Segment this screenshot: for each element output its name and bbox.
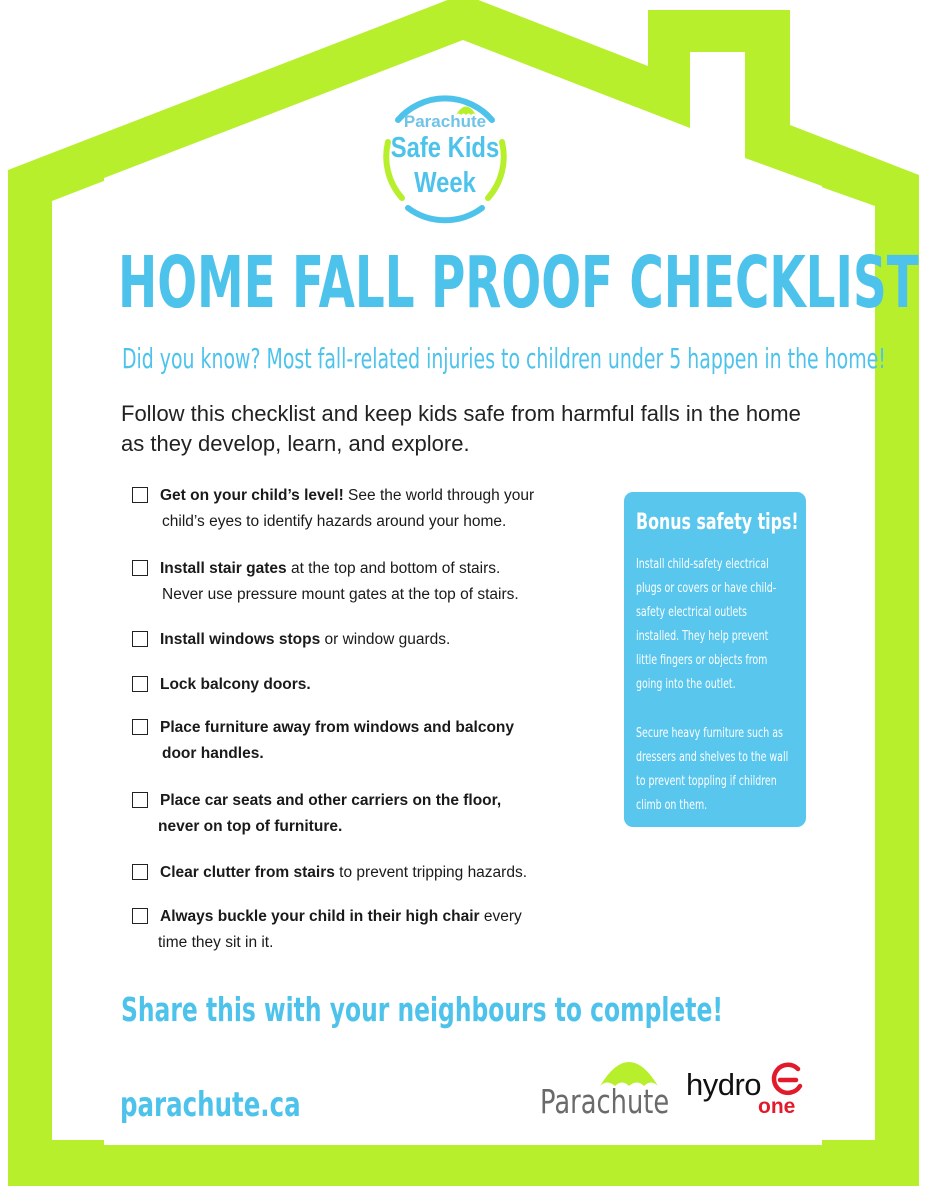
checklist-item [132,904,622,956]
bonus-tip-1: Install child-safety electrical plugs or covers or have child-safety electrical outlets installed. They help prevent little fingers or objects from going into the outlet. [636,556,777,692]
item-bold-text-line2: never on top of furniture. [158,818,343,835]
item-bold-text: Get on your child’s level! [160,487,344,504]
hydro-one-logo-subtext: one [758,1095,796,1118]
intro-text: Follow this checklist and keep kids safe from harmful falls in the home as they develop, learn, and explore. [121,401,801,456]
item-bold-text: Clear clutter from stairs [160,864,335,881]
checklist-item [132,860,622,886]
checkbox[interactable] [132,560,148,576]
item-bold-text: Install stair gates [160,560,287,577]
hydro-one-logo-icon [768,1060,808,1100]
item-text: or window guards. [320,631,451,648]
share-callout: Share this with your neighbours to complete! [121,990,724,1029]
checklist-item [132,715,622,767]
item-bold-text: Place furniture away from windows and balcony [160,719,514,736]
item-text: to prevent tripping hazards. [334,864,528,881]
item-text-line2: Never use pressure mount gates at the top of stairs. [162,586,519,603]
checkbox[interactable] [132,792,148,808]
bonus-tip-2: Secure heavy furniture such as dressers and shelves to the wall to prevent toppling if children climb on them. [636,725,789,813]
checkbox[interactable] [132,487,148,503]
logo-safe-kids-text: Safe Kids [390,132,500,164]
page-title: HOME FALL PROOF CHECKLIST [118,241,919,324]
logo-parachute-text: Parachute [403,112,487,131]
checklist-item [132,483,622,535]
checkbox[interactable] [132,864,148,880]
item-bold-text: Lock balcony doors. [160,676,311,693]
checkbox[interactable] [132,719,148,735]
parachute-logo-text: Parachute [540,1082,670,1121]
website-link[interactable]: parachute.ca [120,1085,301,1125]
logo-week-text: Week [414,167,476,199]
item-text-line2: child’s eyes to identify hazards around your home. [162,513,507,530]
item-bold-text: Place car seats and other carriers on the floor, [160,792,502,809]
checkbox[interactable] [132,908,148,924]
item-text: every [479,908,522,925]
checklist-item [132,627,622,653]
item-bold-text: Always buckle your child in their high chair [160,908,480,925]
item-text-line2: time they sit in it. [158,934,274,951]
checklist-item [132,788,622,840]
item-text: at the top and bottom of stairs. [286,560,501,577]
hydro-one-logo-text: hydro [686,1067,762,1102]
checklist-item [132,556,622,608]
bonus-tips-box [624,492,806,827]
item-bold-text: Install windows stops [160,631,321,648]
bonus-title: Bonus safety tips! [636,510,799,535]
checklist-item [132,672,622,698]
item-text: See the world through your [343,487,535,504]
checkbox[interactable] [132,676,148,692]
checkbox[interactable] [132,631,148,647]
item-bold-text-line2: door handles. [162,745,264,762]
subtitle: Did you know? Most fall-related injuries to children under 5 happen in the home! [122,342,886,375]
